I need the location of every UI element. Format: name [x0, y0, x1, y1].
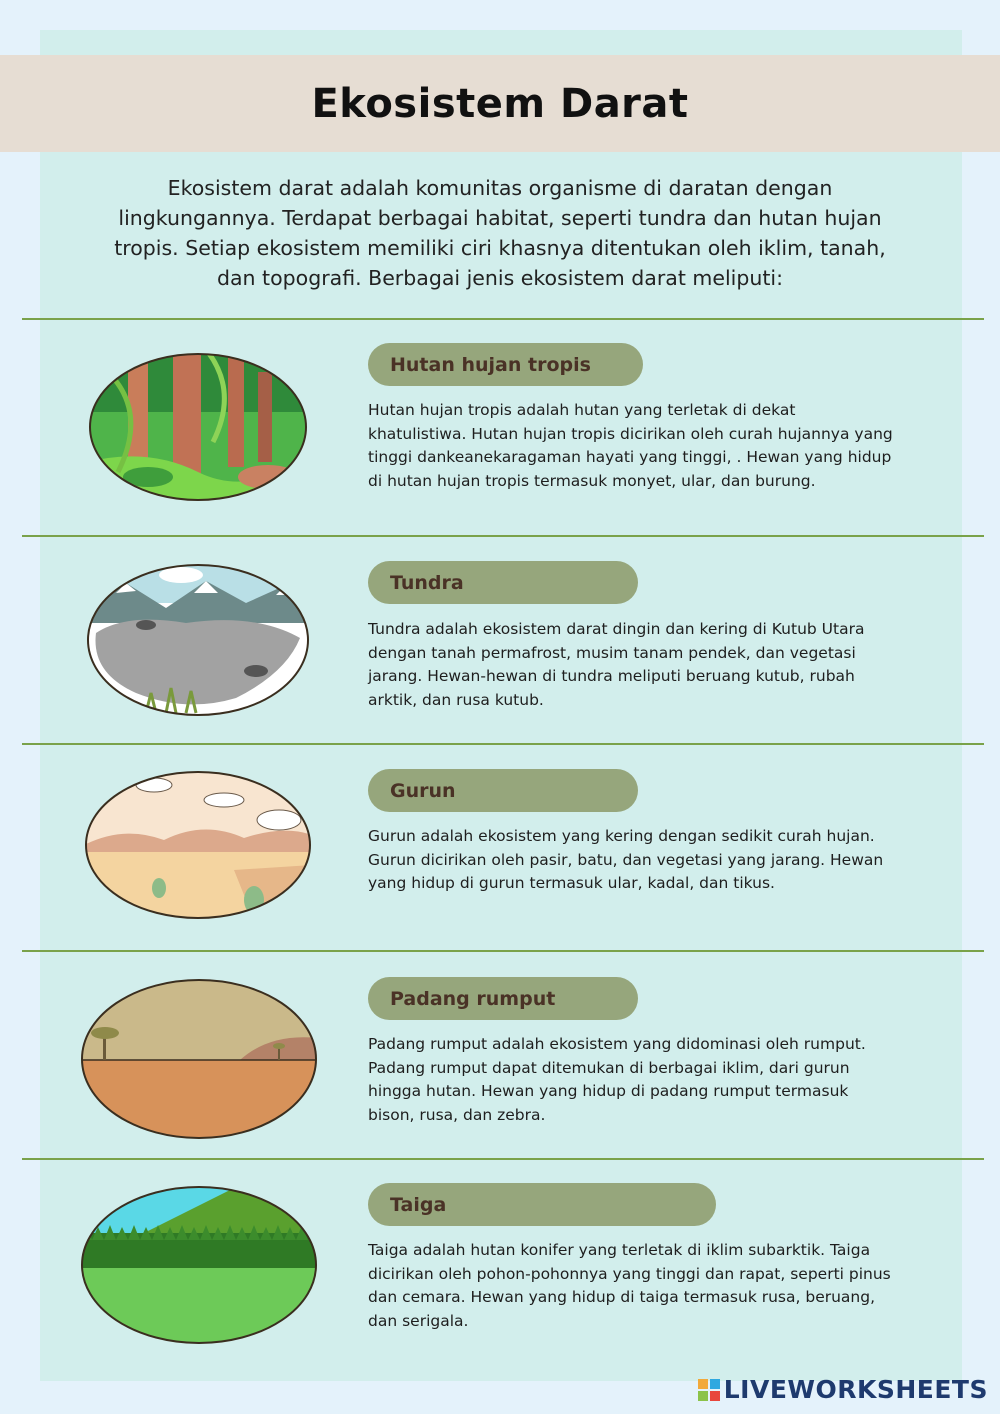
page-title: Ekosistem Darat: [311, 80, 689, 127]
section-divider: [22, 535, 984, 537]
taiga-illustration-icon: [80, 1185, 318, 1345]
rainforest-illustration-icon: [88, 352, 308, 502]
heading-pill-tundra: Tundra: [368, 561, 638, 604]
section-text-taiga: Taiga adalah hutan konifer yang terletak di iklim subarktik. Taiga dicirikan oleh pohon-pohonnya yang tinggi dan rapat, seperti pinus dan cemara. Hewan yang hidup di taiga termasuk rusa, beruang, dan serigala.: [368, 1241, 891, 1330]
title-band: [0, 55, 1000, 152]
brand-text: LIVEWORKSHEETS: [723, 1375, 988, 1404]
section-divider: [22, 743, 984, 745]
section-divider: [22, 318, 984, 320]
section-divider: [22, 950, 984, 952]
section-text-padang-rumput: Padang rumput adalah ekosistem yang didominasi oleh rumput. Padang rumput dapat ditemukan di berbagai iklim, dari gurun hingga hutan. Hewan yang hidup di padang rumput termasuk bison, rusa, dan zebra.: [368, 1035, 866, 1124]
heading-pill-taiga: Taiga: [368, 1183, 716, 1226]
intro-paragraph: Ekosistem darat adalah komunitas organisme di daratan dengan lingkungannya. Terdapat berbagai habitat, seperti tundra dan hutan hujan tropis. Setiap ekosistem memiliki ciri khasnya ditentukan oleh iklim, tanah, dan topografi. Berbagai jenis ekosistem darat meliputi:: [114, 176, 886, 290]
grassland-illustration-icon: [80, 978, 318, 1140]
section-text-hutan-hujan-tropis: Hutan hujan tropis adalah hutan yang terletak di dekat khatulistiwa. Hutan hujan tropis dicirikan oleh curah hujannya yang tinggi dankeanekaragaman hayati yang tinggi, . Hewan yang hidup di hutan hujan tropis termasuk monyet, ular, dan burung.: [368, 401, 893, 490]
section-text-gurun: Gurun adalah ekosistem yang kering dengan sedikit curah hujan. Gurun dicirikan oleh pasir, batu, dan vegetasi yang jarang. Hewan yang hidup di gurun termasuk ular, kadal, dan tikus.: [368, 827, 884, 892]
tundra-illustration-icon: [86, 563, 310, 717]
heading-pill-padang-rumput: Padang rumput: [368, 977, 638, 1020]
heading-pill-gurun: Gurun: [368, 769, 638, 812]
liveworksheets-logo[interactable]: [698, 1375, 988, 1404]
desert-illustration-icon: [84, 770, 312, 920]
section-divider: [22, 1158, 984, 1160]
section-text-tundra: Tundra adalah ekosistem darat dingin dan kering di Kutub Utara dengan tanah permafrost, musim tanam pendek, dan vegetasi jarang. Hewan-hewan di tundra meliputi beruang kutub, rubah arktik, dan rusa kutub.: [368, 620, 865, 709]
logo-squares-icon: [698, 1379, 720, 1401]
heading-pill-hutan-hujan-tropis: Hutan hujan tropis: [368, 343, 643, 386]
